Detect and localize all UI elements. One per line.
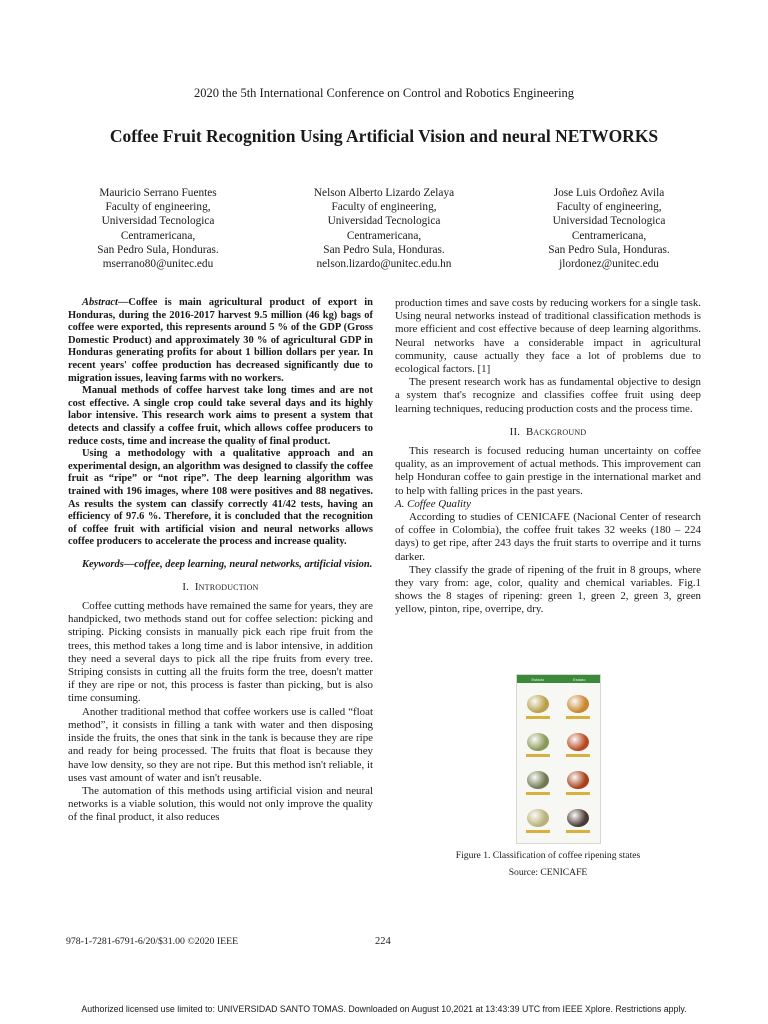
coffee-fruit-stage-4 [567,733,589,751]
paper-title: Coffee Fruit Recognition Using Artificial Vision and neural NETWORKS [109,126,659,146]
right-p3: This research is focused reducing human uncertainty on coffee quality, as an improvement of actual methods. This improvement can help Honduran coffee to gain prestige in the international market and to help with falling prices in the past years. [395,445,701,497]
coffee-fruit-stage-3 [527,733,549,751]
intro-p3: The automation of this methods using artificial vision and neural networks is a viable solution, this would not only improve the quality of the final product, it also reduces [68,784,373,824]
abstract-p1: Abstract—Coffee is main agricultural product of export in Honduras, during the 2016-2017 harvest 9.5 million (46 kg) bags of coffee were exported, this represents around 5 % of the GDP (Gross Domestic Product) and approximately 30 % of agricultural GDP in Honduras generating profits for about 1 billion dollars per year. In recent years' coffee production has decreased significantly due to migration issues, leaving farms with no workers. [68,297,373,384]
right-p1: production times and save costs by reducing workers for a single task. Using neural networks instead of traditional classification methods is more efficient and cost effective because of deep learning algorithms. Neural networks have a considerable impact in agricultural community, cause actually they face a lot of problems due to ecological factors. [1] [395,297,701,376]
stage-label-tag [526,754,550,757]
coffee-fruit-stage-7 [527,809,549,827]
author-email: jlordonez@unitec.edu [559,258,659,271]
figure-caption: Figure 1. Classification of coffee ripening states [455,850,641,861]
author-univ: Universidad Tecnologica [327,215,441,228]
stage-label-tag [526,792,550,795]
coffee-fruit-stage-6 [567,771,589,789]
author-email: mserrano80@unitec.edu [102,258,214,271]
intro-p1: Coffee cutting methods have remained the same for years, they are handpicked, two methods stand out for coffee selection: picking and striping. Picking consists in manually pick each ripe fruit from the trees, this method takes a long time and is labor intensive, in addition they need a several days to pick all the ripe fruits from every tree. Striping consists in cutting all the fruits form the tree, doesn't matter if they are ripe or not, this process is faster than picking, but is also time consuming. [68,600,374,705]
section-heading-background: II. Background [509,425,587,438]
author-dept: Faculty of engineering, [331,201,437,214]
coffee-fruit-stage-5 [527,771,549,789]
page-number: 224 [375,936,391,947]
author-3 [509,186,709,271]
author-city: San Pedro Sula, Honduras. [323,243,445,256]
figure-coffee-ripening [516,674,601,844]
stage-label-tag [566,716,590,719]
author-2 [284,186,484,271]
author-email: nelson.lizardo@unitec.edu.hn [316,258,452,271]
abstract-label: Abstract [82,297,118,308]
abstract-p3: Using a methodology with a qualitative approach and an experimental design, an algorithm was designed to classify the coffee fruit as “ripe” or “not ripe”. The deep learning algorithm was trained with 196 images, where 108 were positives and 88 negatives. As results the system can classify correctly 41/42 tests, having an efficiency of 97.6 %. Therefore, it is concluded that the recognition of coffee fruit with artificial vision and neural networks allows coffee producers to accelerate the process and increase quality. [68,448,373,548]
footer-isbn: 978-1-7281-6791-6/20/$31.00 ©2020 IEEE [66,936,239,947]
abstract-p2: Manual methods of coffee harvest take long times and are not cost effective. A single crop could take several days and its highly labor intensive. This research work aims to present a system that detects and classify a coffee fruit, which allows coffee producers to reduce costs, time and increase the quality of final product. [68,385,373,447]
author-dept: Faculty of engineering, [105,201,211,214]
author-univ: Centramericana, [120,229,196,242]
right-p4: According to studies of CENICAFE (Nacional Center of research of coffee in Colombia), the coffee fruit takes 32 weeks (180 – 224 days) to get ripe, after 243 days the fruit starts to overripe and it turns darker. [395,511,701,563]
author-univ: Centramericana, [346,229,422,242]
author-name: Nelson Alberto Lizardo Zelaya [313,187,455,199]
coffee-fruit-stage-8 [567,809,589,827]
author-city: San Pedro Sula, Honduras. [97,243,219,256]
stage-label-tag [526,716,550,719]
author-dept: Faculty of engineering, [556,201,662,214]
right-column [395,297,701,617]
author-univ: Centramericana, [571,229,647,242]
stage-label-tag [566,830,590,833]
author-univ: Universidad Tecnologica [552,215,666,228]
coffee-fruit-stage-1 [527,695,549,713]
stage-label-tag [566,754,590,757]
right-p2: The present research work has as fundamental objective to design a system that's recognize and classifies coffee fruit using deep learning techniques, reducing production costs and the process time. [395,376,701,415]
author-name: Jose Luis Ordoñez Avila [553,187,665,199]
left-column [68,297,373,825]
license-notice: Authorized licensed use limited to: UNIVERSIDAD SANTO TOMAS. Downloaded on August 10,2021 at 13:43:39 UTC from IEEE Xplore. Restrictions apply. [81,1004,687,1014]
section-heading-introduction: I. Introduction [182,581,259,594]
coffee-fruit-stage-2 [567,695,589,713]
figure-header: Estado Estado [517,675,600,683]
author-name: Mauricio Serrano Fuentes [99,187,217,199]
conference-name: 2020 the 5th International Conference on Control and Robotics Engineering [193,86,575,100]
figure-source: Source: CENICAFE [508,867,588,878]
right-p5: They classify the grade of ripening of the fruit in 8 groups, where they vary from: age, color, quality and chemical variables. Fig.1 shows the 8 stages of ripening: green 1, green 2, green 3, green yellow, pinton, ripe, overripe, dry. [395,563,701,616]
keywords: Keywords—coffee, deep learning, neural networks, artificial vision. [82,558,373,570]
author-1 [58,186,258,271]
author-city: San Pedro Sula, Honduras. [548,243,670,256]
stage-label-tag [526,830,550,833]
stage-label-tag [566,792,590,795]
subsection-coffee-quality: A. Coffee Quality [395,497,471,510]
author-univ: Universidad Tecnologica [101,215,215,228]
intro-p2: Another traditional method that coffee workers use is called “float method”, it consists in filling a tank with water and then disposing inside the fruits, the ones that sink in the tank is because they are ripe and ready for being processed. The fruits that float is because they have low density, so they are not ripe. But this method isn't reliable, it uses vast amount of water and isn't reusable. [68,705,373,784]
